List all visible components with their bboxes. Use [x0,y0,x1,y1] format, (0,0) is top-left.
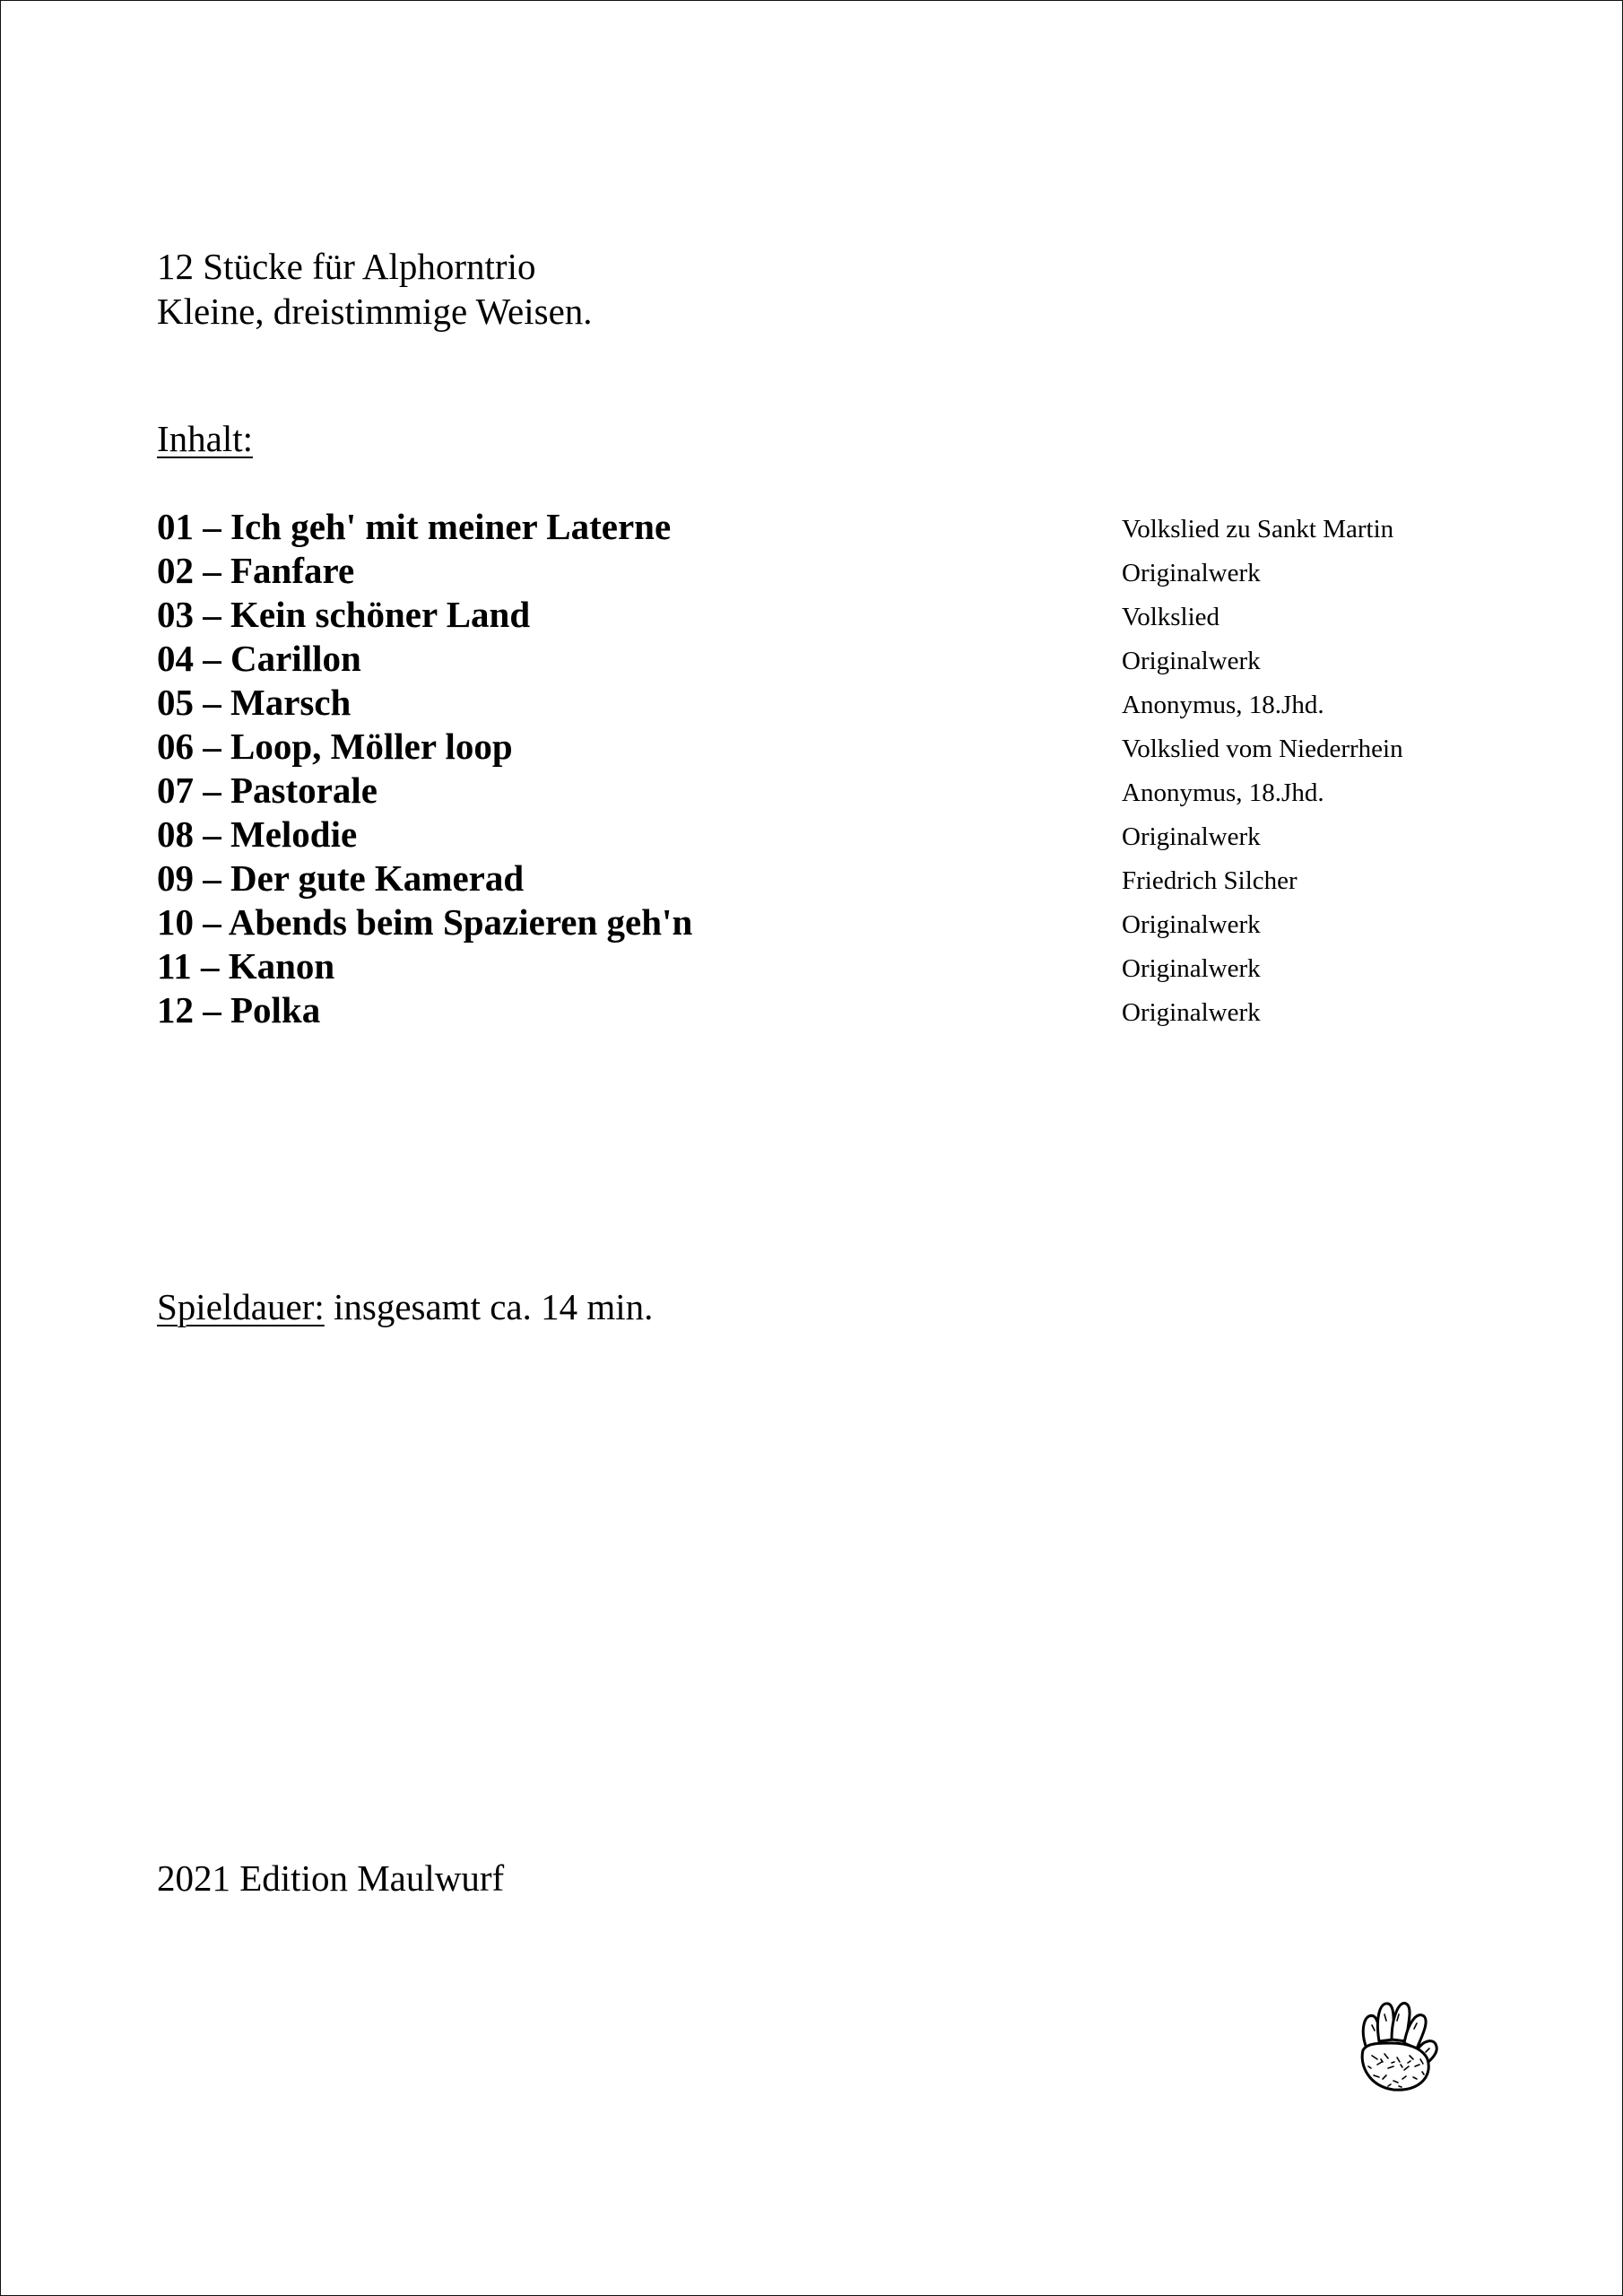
piece-source: Volkslied zu Sankt Martin [1122,515,1394,544]
piece-title: 10 – Abends beim Spazieren geh'n [157,901,693,943]
list-item [157,593,1502,637]
piece-source: Originalwerk [1122,559,1261,587]
piece-title: 06 – Loop, Möller loop [157,726,513,767]
contents-list [157,505,1502,1032]
list-item [157,725,1502,769]
list-item [157,857,1502,900]
piece-source: Volkslied [1122,603,1220,631]
piece-source: Anonymus, 18.Jhd. [1122,778,1324,807]
list-item [157,769,1502,813]
header-subtitle: Kleine, dreistimmige Weisen. [157,291,593,332]
piece-source: Friedrich Silcher [1122,866,1298,895]
piece-title: 09 – Der gute Kamerad [157,857,525,899]
piece-title: 01 – Ich geh' mit meiner Laterne [157,506,672,547]
piece-source: Originalwerk [1122,998,1261,1027]
piece-title: 11 – Kanon [157,945,335,987]
publisher-line: 2021 Edition Maulwurf [157,1857,505,1899]
piece-title: 07 – Pastorale [157,770,378,811]
list-item [157,637,1502,681]
list-item [157,549,1502,593]
list-item [157,944,1502,988]
piece-title: 12 – Polka [157,989,321,1031]
piece-source: Anonymus, 18.Jhd. [1122,691,1324,719]
list-item [157,681,1502,725]
header-title: 12 Stücke für Alphorntrio [157,246,536,287]
piece-title: 03 – Kein schöner Land [157,594,531,635]
duration-value: insgesamt ca. 14 min. [324,1286,654,1327]
piece-source: Originalwerk [1122,647,1261,675]
duration-label: Spieldauer: [157,1286,325,1327]
duration-line [157,1284,653,1329]
contents-label: Inhalt: [157,418,254,459]
list-item [157,900,1502,944]
piece-source: Originalwerk [1122,822,1261,851]
piece-title: 05 – Marsch [157,682,352,723]
piece-title: 04 – Carillon [157,638,361,679]
mole-paw-icon [1341,1993,1449,2100]
piece-source: Originalwerk [1122,910,1261,939]
piece-title: 02 – Fanfare [157,550,355,591]
document-header [157,244,593,334]
piece-source: Volkslied vom Niederrhein [1122,735,1403,763]
piece-title: 08 – Melodie [157,813,358,855]
list-item [157,813,1502,857]
list-item [157,505,1502,549]
piece-source: Originalwerk [1122,954,1261,983]
list-item [157,988,1502,1032]
